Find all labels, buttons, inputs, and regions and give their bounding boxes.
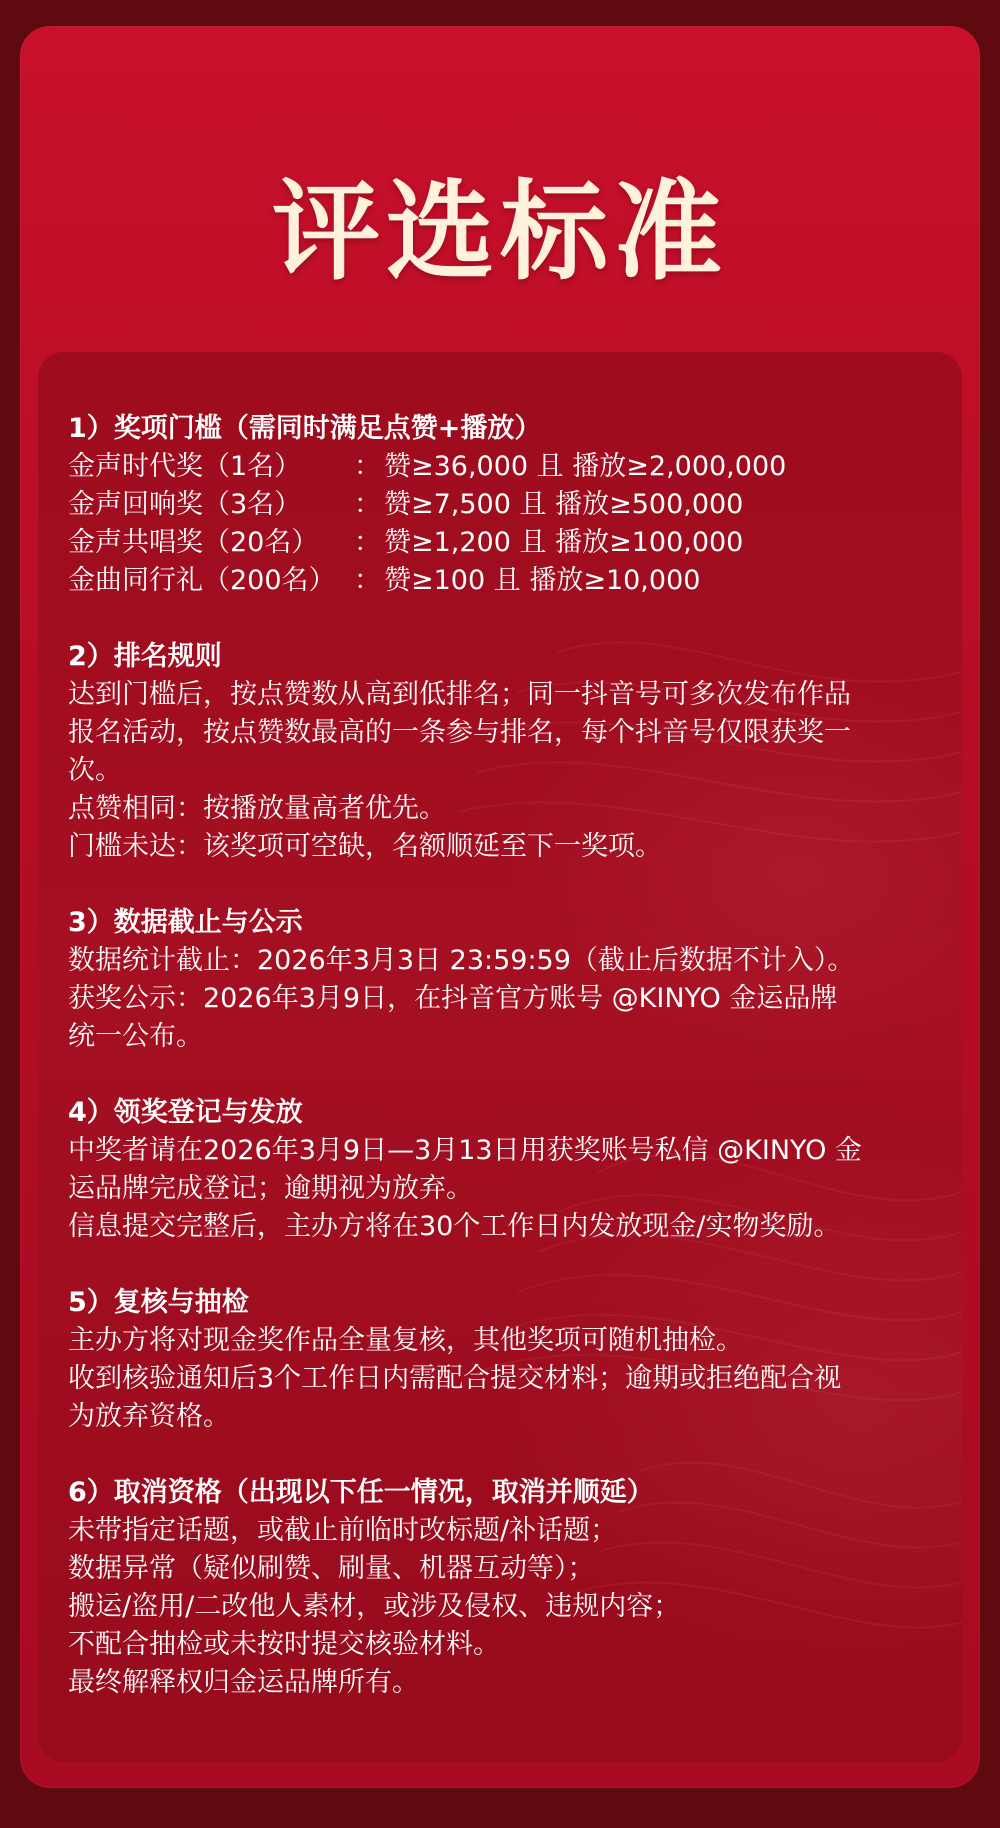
rule-line: 不配合抽检或未按时提交核验材料。 <box>68 1629 500 1660</box>
section-award-thresholds <box>68 410 948 600</box>
rule-line: 运品牌完成登记；逾期视为放弃。 <box>68 1173 473 1204</box>
section-ranking-rules <box>68 638 948 866</box>
section-prize-claim <box>68 1094 948 1246</box>
rule-line: 搬运/盗用/二改他人素材，或涉及侵权、违规内容； <box>68 1591 681 1622</box>
section-disqualification <box>68 1474 948 1702</box>
rule-line: 主办方将对现金奖作品全量复核，其他奖项可随机抽检。 <box>68 1325 743 1356</box>
rule-line: 收到核验通知后3个工作日内需配合提交材料；逾期或拒绝配合视 <box>68 1363 842 1394</box>
award-colon: ： <box>354 527 381 558</box>
content-panel <box>38 352 962 1762</box>
award-criteria: 赞≥7,500 且 播放≥500,000 <box>384 489 744 520</box>
award-row <box>68 448 948 486</box>
award-row <box>68 562 948 600</box>
rule-line: 次。 <box>68 755 122 786</box>
rule-line: 信息提交完整后，主办方将在30个工作日内发放现金/实物奖励。 <box>68 1211 841 1242</box>
rule-line: 达到门槛后，按点赞数从高到低排名；同一抖音号可多次发布作品 <box>68 679 851 710</box>
section-data-cutoff <box>68 904 948 1056</box>
award-row <box>68 524 948 562</box>
section-heading: 6）取消资格（出现以下任一情况，取消并顺延） <box>68 1477 654 1508</box>
section-heading: 2）排名规则 <box>68 641 222 672</box>
rule-line: 中奖者请在2026年3月9日—3月13日用获奖账号私信 @KINYO 金 <box>68 1135 862 1166</box>
rule-line: 数据统计截止：2026年3月3日 23:59:59（截止后数据不计入）。 <box>68 945 855 976</box>
section-review-inspection <box>68 1284 948 1436</box>
award-criteria: 赞≥100 且 播放≥10,000 <box>384 565 701 596</box>
rule-line: 获奖公示：2026年3月9日，在抖音官方账号 @KINYO 金运品牌 <box>68 983 838 1014</box>
award-colon: ： <box>354 451 381 482</box>
rule-line: 报名活动，按点赞数最高的一条参与排名，每个抖音号仅限获奖一 <box>68 717 851 748</box>
rule-line: 为放弃资格。 <box>68 1401 230 1432</box>
rule-line: 点赞相同：按播放量高者优先。 <box>68 793 446 824</box>
award-criteria: 赞≥36,000 且 播放≥2,000,000 <box>384 451 787 482</box>
rules-content <box>68 410 948 1740</box>
rule-line: 门槛未达：该奖项可空缺，名额顺延至下一奖项。 <box>68 831 662 862</box>
section-heading: 1）奖项门槛（需同时满足点赞+播放） <box>68 413 542 444</box>
award-row <box>68 486 948 524</box>
page-title: 评选标准 <box>271 170 728 296</box>
rule-line: 最终解释权归金运品牌所有。 <box>68 1667 419 1698</box>
award-criteria: 赞≥1,200 且 播放≥100,000 <box>384 527 744 558</box>
section-heading: 4）领奖登记与发放 <box>68 1097 303 1128</box>
award-name: 金声回响奖（3名） <box>68 489 302 520</box>
rule-line: 统一公布。 <box>68 1021 203 1052</box>
award-colon: ： <box>354 489 381 520</box>
rule-line: 数据异常（疑似刷赞、刷量、机器互动等）； <box>68 1553 595 1584</box>
award-colon: ： <box>354 565 381 596</box>
section-heading: 3）数据截止与公示 <box>68 907 303 938</box>
award-name: 金声时代奖（1名） <box>68 451 302 482</box>
section-heading: 5）复核与抽检 <box>68 1287 249 1318</box>
award-name: 金曲同行礼（200名） <box>68 565 336 596</box>
rule-line: 未带指定话题，或截止前临时改标题/补话题； <box>68 1515 618 1546</box>
award-name: 金声共唱奖（20名） <box>68 527 319 558</box>
